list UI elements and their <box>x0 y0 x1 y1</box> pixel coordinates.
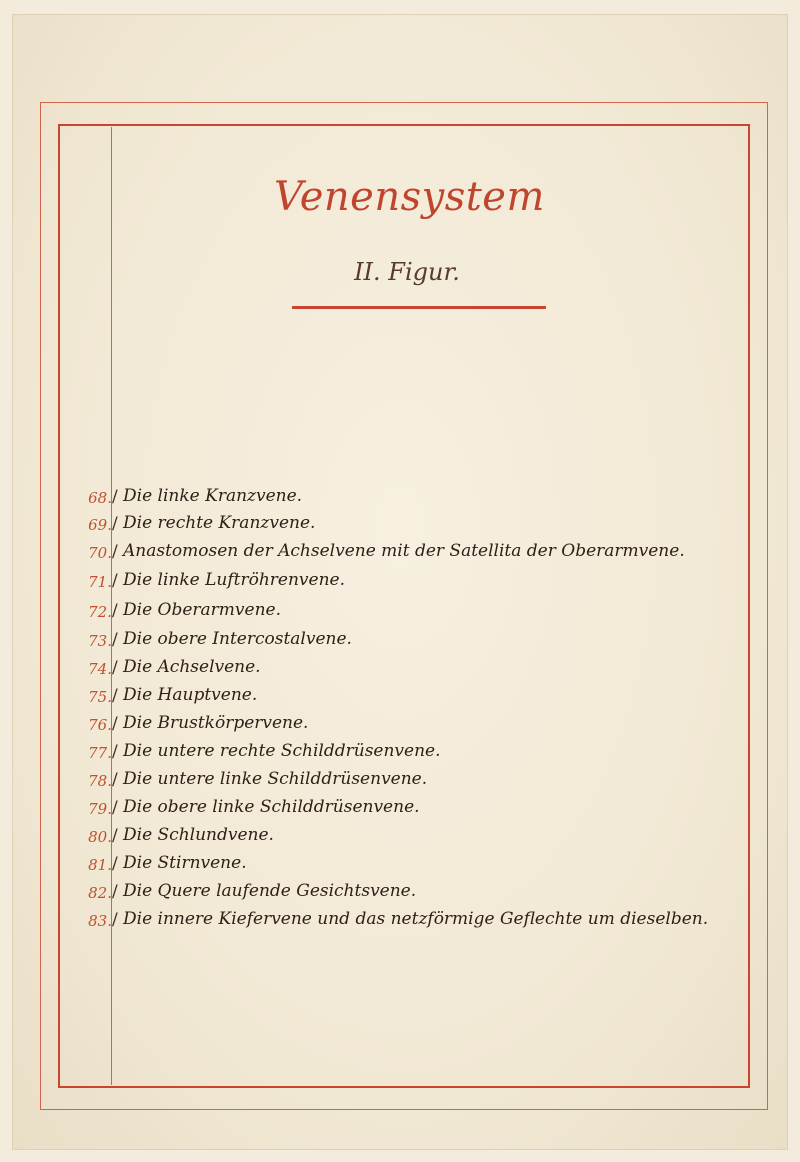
entry-separator: / <box>112 601 118 621</box>
entry-separator: / <box>112 658 118 678</box>
entry-separator: / <box>112 714 118 734</box>
title-underline <box>292 306 546 309</box>
entry-number: 69. <box>88 516 112 534</box>
entry-text: Die rechte Kranzvene. <box>123 513 316 533</box>
entry-number: 70. <box>88 544 112 562</box>
list-item <box>12 567 788 593</box>
list-item <box>12 626 788 652</box>
entry-text: Die Oberarmvene. <box>123 600 281 620</box>
entry-text: Die Hauptvene. <box>123 685 258 705</box>
entry-number: 80. <box>88 828 112 846</box>
entry-text: Die linke Luftröhrenvene. <box>123 570 346 590</box>
entry-text: Die Achselvene. <box>123 657 261 677</box>
entry-number: 78. <box>88 772 112 790</box>
entry-number: 83. <box>88 912 112 930</box>
entry-separator: / <box>112 630 118 650</box>
list-item <box>12 822 788 848</box>
entry-number: 73. <box>88 632 112 650</box>
entry-separator: / <box>112 742 118 762</box>
entry-separator: / <box>112 686 118 706</box>
entry-text: Die obere Intercostalvene. <box>123 629 352 649</box>
manuscript-page <box>12 14 788 1150</box>
entry-text: Die untere linke Schilddrüsenvene. <box>123 769 428 789</box>
entry-separator: / <box>112 854 118 874</box>
list-item <box>12 766 788 792</box>
entry-number: 72. <box>88 603 112 621</box>
list-item <box>12 794 788 820</box>
entry-number: 75. <box>88 688 112 706</box>
list-item <box>12 710 788 736</box>
list-item <box>12 483 788 509</box>
entry-separator: / <box>112 770 118 790</box>
list-item <box>12 682 788 708</box>
entry-number: 71. <box>88 573 112 591</box>
entry-text: Die Brustkörpervene. <box>123 713 309 733</box>
entry-text: Die untere rechte Schilddrüsenvene. <box>123 741 441 761</box>
entry-text: Anastomosen der Achselvene mit der Satellita der Oberarmvene. <box>123 541 685 561</box>
entry-separator: / <box>112 910 118 930</box>
entry-separator: / <box>112 571 118 591</box>
list-item <box>12 878 788 904</box>
entry-number: 79. <box>88 800 112 818</box>
entry-text: Die Quere laufende Gesichtsvene. <box>123 881 417 901</box>
entry-separator: / <box>112 826 118 846</box>
list-item <box>12 906 788 932</box>
entry-text: Die obere linke Schilddrüsenvene. <box>123 797 420 817</box>
entry-separator: / <box>112 882 118 902</box>
page-subtitle: II. Figur. <box>354 258 460 286</box>
entry-number: 77. <box>88 744 112 762</box>
entry-number: 81. <box>88 856 112 874</box>
list-item <box>12 738 788 764</box>
entry-number: 76. <box>88 716 112 734</box>
list-item <box>12 850 788 876</box>
entry-text: Die linke Kranzvene. <box>123 486 303 506</box>
entry-text: Die Schlundvene. <box>123 825 274 845</box>
entry-number: 68. <box>88 489 112 507</box>
entry-separator: / <box>112 514 118 534</box>
page-title: Venensystem <box>274 174 545 220</box>
entry-number: 74. <box>88 660 112 678</box>
entry-text: Die Stirnvene. <box>123 853 247 873</box>
entry-text: Die innere Kiefervene und das netzförmige Geflechte um dieselben. <box>123 909 709 929</box>
entry-number: 82. <box>88 884 112 902</box>
list-item <box>12 654 788 680</box>
list-item <box>12 510 788 536</box>
list-item <box>12 597 788 623</box>
entry-separator: / <box>112 487 118 507</box>
list-item <box>12 538 788 564</box>
entry-separator: / <box>112 798 118 818</box>
entry-separator: / <box>112 542 118 562</box>
